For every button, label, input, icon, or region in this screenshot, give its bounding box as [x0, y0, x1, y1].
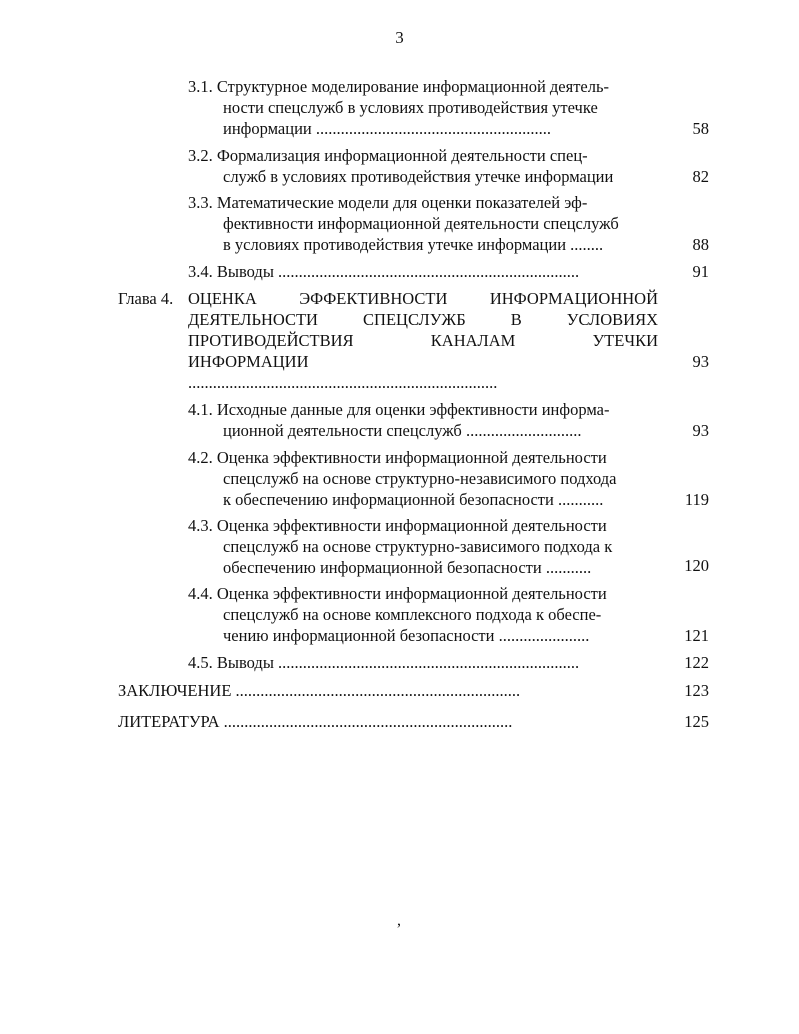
toc-entry-literature [118, 711, 658, 732]
toc-line: ........................................................................... [188, 373, 498, 392]
toc-page-number: 125 [684, 712, 709, 731]
toc-page-number: 82 [692, 167, 709, 186]
toc-entry-4-5 [188, 652, 658, 673]
toc-line [188, 515, 658, 536]
toc-page-number: 91 [692, 262, 709, 281]
toc-chapter-label [118, 288, 188, 309]
toc-entry-3-1-cont [223, 97, 658, 139]
toc-entry-number: 3.4. [188, 262, 213, 281]
toc-line [188, 192, 658, 213]
toc-entry-4-1 [188, 399, 658, 420]
toc-entry-text: Оценка эффективности информационной деятельности [216, 516, 607, 535]
toc-page-number: 121 [684, 626, 709, 645]
toc-entry-text: Формализация информационной деятельности спец- [216, 146, 588, 165]
toc-page-number: 120 [684, 556, 709, 575]
toc-line [188, 261, 658, 282]
toc-line: ЗАКЛЮЧЕНИЕ ..................................................................... [118, 681, 521, 700]
toc-line: обеспечению информационной безопасности ........... [223, 558, 592, 577]
toc-entry-4-4 [188, 583, 658, 604]
toc-line: служб в условиях противодействия утечке информации [223, 167, 614, 186]
toc-line: в условиях противодействия утечке информации ........ [223, 235, 604, 254]
toc-line [188, 399, 658, 420]
toc-page-number: 122 [684, 653, 709, 672]
toc-line: ДЕЯТЕЛЬНОСТИ СПЕЦСЛУЖБ В УСЛОВИЯХ [188, 310, 658, 329]
toc-entry-4-1-cont [223, 420, 658, 441]
toc-line [188, 76, 658, 97]
toc-entry-number: 4.4. [188, 584, 213, 603]
toc-page-number: 88 [692, 235, 709, 254]
toc-line: ЛИТЕРАТУРА ...................................................................... [118, 712, 513, 731]
toc-entry-conclusion [118, 680, 658, 701]
toc-page-number: 93 [692, 352, 709, 371]
toc-entry-text: Оценка эффективности информационной деятельности [216, 448, 607, 467]
toc-entry-number: 4.1. [188, 400, 213, 419]
toc-chapter-4 [188, 288, 658, 393]
toc-entry-4-4-cont [223, 604, 658, 646]
toc-line [188, 447, 658, 468]
toc-entry-3-4 [188, 261, 658, 282]
bottom-mark: , [397, 912, 401, 929]
toc-entry-text: Исходные данные для оценки эффективности информа- [216, 400, 610, 419]
toc-line: к обеспечению информационной безопасности ........... [223, 490, 604, 509]
toc-entry-number: 3.3. [188, 193, 213, 212]
toc-line: ПРОТИВОДЕЙСТВИЯ КАНАЛАМ УТЕЧКИ [188, 331, 658, 350]
toc-entry-4-3 [188, 515, 658, 536]
toc-page-number: 58 [692, 119, 709, 138]
toc-entry-number: Глава 4. [118, 289, 174, 308]
toc-entry-text: Математические модели для оценки показателей эф- [216, 193, 588, 212]
toc-line: спецслужб на основе структурно-зависимого подхода к [223, 537, 613, 556]
toc-page-number: 119 [684, 490, 709, 509]
toc-line [188, 652, 658, 673]
toc-entry-4-2-cont [223, 468, 658, 510]
toc-entry-3-1 [188, 76, 658, 97]
toc-entry-text: Выводы ......................................................................... [216, 653, 580, 672]
toc-entry-number: 3.2. [188, 146, 213, 165]
toc-entry-text: Оценка эффективности информационной деятельности [216, 584, 607, 603]
toc-page-number: 123 [684, 681, 709, 700]
toc-entry-4-3-cont [223, 536, 658, 578]
toc-line: чению информационной безопасности ...................... [223, 626, 590, 645]
toc-line: фективности информационной деятельности спецслужб [223, 214, 619, 233]
toc-entry-number: 3.1. [188, 77, 213, 96]
toc-entry-number: 4.5. [188, 653, 213, 672]
toc-page-number: 93 [692, 421, 709, 440]
toc-entry-number: 4.3. [188, 516, 213, 535]
toc-entry-number: 4.2. [188, 448, 213, 467]
page-number: 3 [395, 28, 404, 47]
toc-entry-3-2-cont [223, 166, 658, 187]
toc-line [188, 145, 658, 166]
toc-entry-text: Выводы ......................................................................... [216, 262, 580, 281]
toc-entry-3-3-cont [223, 213, 658, 255]
toc-line: ИНФОРМАЦИИ [188, 352, 309, 371]
toc-entry-3-3 [188, 192, 658, 213]
toc-entry-4-2 [188, 447, 658, 468]
toc-line: ционной деятельности спецслужб ............................ [223, 421, 582, 440]
toc-entry-text: Структурное моделирование информационной деятель- [216, 77, 610, 96]
toc-line: ОЦЕНКА ЭФФЕКТИВНОСТИ ИНФОРМАЦИОННОЙ [188, 289, 658, 308]
toc-line: ности спецслужб в условиях противодействия утечке [223, 98, 598, 117]
toc-line: спецслужб на основе комплексного подхода к обеспе- [223, 605, 602, 624]
toc-line [188, 583, 658, 604]
toc-line: информации ......................................................... [223, 119, 551, 138]
toc-line: спецслужб на основе структурно-независимого подхода [223, 469, 617, 488]
toc-entry-3-2 [188, 145, 658, 166]
